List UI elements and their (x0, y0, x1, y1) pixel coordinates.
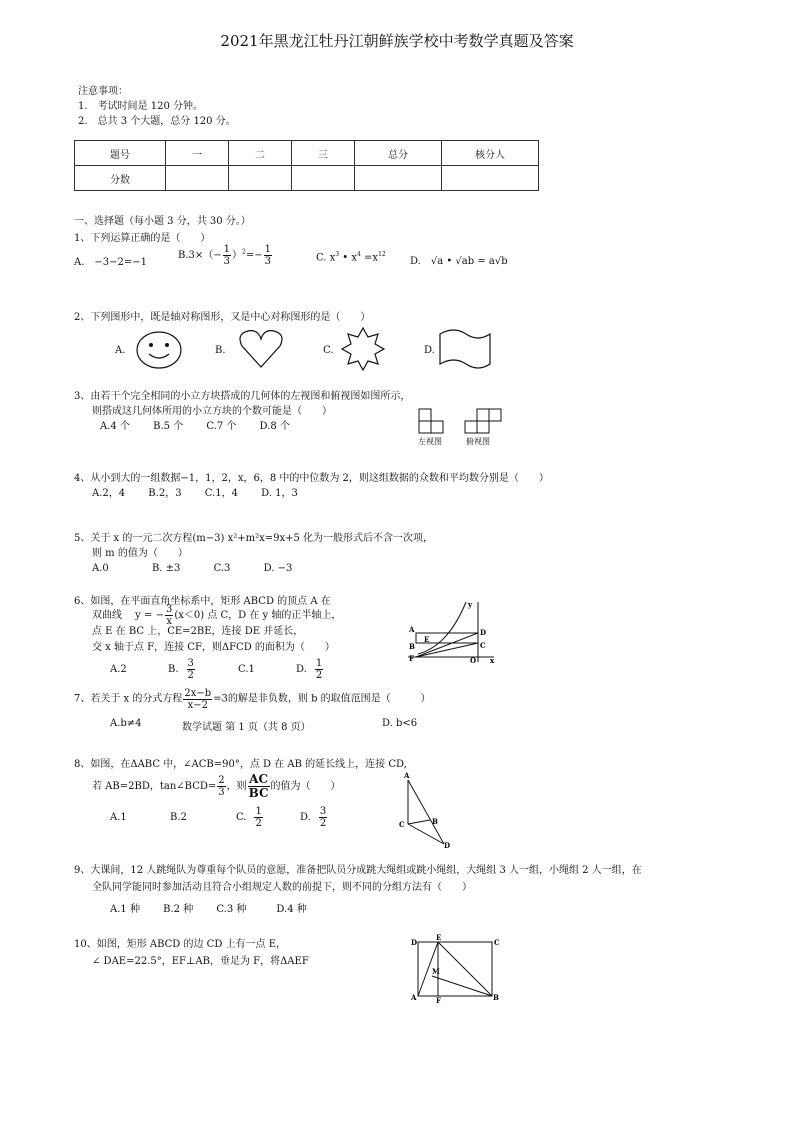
fig-label: C (399, 820, 405, 829)
score-input-cell[interactable] (229, 166, 292, 191)
fig-label: A (411, 993, 417, 1002)
score-header-cell: 题号 (75, 141, 166, 166)
score-input-cell[interactable] (292, 166, 355, 191)
question-2-stem: 2、下列图形中，既是轴对称图形，又是中心对称图形的是（ ） (74, 312, 371, 323)
question-5-stem-2: 则 m 的值为（ ） (92, 548, 188, 559)
fig-label: A (404, 771, 410, 780)
q3-options: A.4 个 B.5 个 C.7 个 D.8 个 (100, 421, 290, 432)
score-input-cell[interactable] (166, 166, 229, 191)
fig-label: C (494, 938, 500, 947)
q9-options: A.1 种 B.2 种 C.3 种 D.4 种 (110, 904, 307, 915)
q2-option-a: A. (115, 345, 126, 356)
fig-label: D (444, 841, 451, 850)
question-7-stem: 7、若关于 x 的分式方程 $\frac{2x-b}{x-2}$ =3的解是非负数，则 b 的取值范围是（ ） (74, 688, 431, 710)
fig-label: B (409, 642, 415, 651)
left-view-label: 左视图 (418, 437, 442, 446)
score-header-cell: 核分人 (442, 141, 539, 166)
score-header-cell: 总分 (355, 141, 442, 166)
page-title: 2021年黑龙江牡丹江朝鲜族学校中考数学真题及答案 (220, 32, 574, 50)
q1-option-a: A. −3−2=−1 (74, 257, 148, 268)
q1-option-c: C. $x^3$ • $x^4 =x^{12}$ (316, 251, 386, 264)
question-6-line-3: 点 E 在 BC 上，CE=2BE，连接 DE 并延长， (92, 626, 304, 637)
fig-label: y (468, 600, 473, 609)
score-input-cell[interactable] (355, 166, 442, 191)
q8-option-a: A.1 (110, 812, 127, 823)
notice-heading: 注意事项： (78, 86, 128, 97)
wavy-flag-figure (436, 330, 494, 370)
fig-label: F (409, 654, 414, 663)
score-input-cell[interactable] (442, 166, 539, 191)
q2-option-c: C. (323, 345, 334, 356)
q6-option-d: D. $\frac{1}{2}$ (296, 658, 323, 681)
smiley-face-figure (136, 330, 184, 370)
heart-figure (238, 328, 284, 370)
question-3-stem: 3、由若干个完全相同的小立方块搭成的几何体的左视图和俯视图如图所示， (74, 391, 411, 402)
question-10-line-1: 10、如图，矩形 ABCD 的边 CD 上有一点 E， (74, 939, 287, 950)
q4-options: A.2，4 B.2，3 C.1，4 D. 1，3 (92, 488, 298, 499)
score-header-cell: 一 (166, 141, 229, 166)
question-5-stem: 5、关于 x 的一元二次方程(m−3) x²+m²x=9x+5 化为一般形式后不含一次项， (74, 533, 434, 544)
question-9-line-1: 9、大课间，12 人跳绳队为尊重每个队员的意愿，准备把队员分成跳大绳组或跳小绳组，大绳组 3 人一组，小绳组 2 人一组，在 (74, 865, 642, 876)
page-footer: 数学试题 第 1 页（共 8 页） (182, 722, 311, 733)
fig-label: D (480, 628, 487, 637)
notice-item-1: 1. 考试时间是 120 分钟。 (78, 101, 203, 112)
question-8-line-1: 8、如图，在ΔABC 中，∠ACB=90°，点 D 在 AB 的延长线上，连接 CD, (74, 759, 407, 770)
question-6-line-1: 6、如图，在平面直角坐标系中，矩形 ABCD 的顶点 A 在 (74, 596, 331, 607)
score-header-cell: 三 (292, 141, 355, 166)
q7-option-d: D. b<6 (382, 718, 418, 729)
q6-hyperbola-figure (408, 598, 498, 664)
q8-option-b: B.2 (170, 812, 187, 823)
notice-item-2: 2. 总共 3 个大题，总分 120 分。 (78, 116, 236, 127)
section-heading: 一、选择题（每小题 3 分，共 30 分。） (74, 216, 251, 227)
question-1-stem: 1、下列运算正确的是（ ） (74, 233, 211, 244)
q10-rectangle-figure (408, 934, 500, 1004)
fig-label: E (424, 635, 430, 644)
q6-option-c: C.1 (238, 664, 255, 675)
fig-label: C (480, 641, 486, 650)
question-10-line-2: ∠ DAE=22.5°，EF⊥AB，垂足为 F，将ΔAEF (92, 956, 309, 967)
q2-option-b: B. (215, 345, 226, 356)
fig-label: E (436, 933, 442, 942)
q5-options: A.0 B. ±3 C.3 D. −3 (92, 563, 293, 574)
question-9-line-2: 全队同学能同时参加活动且符合小组规定人数的前提下，则不同的分组方法有（ ） (92, 882, 472, 893)
q8-option-c: C. $\frac{1}{2}$ (236, 806, 262, 829)
fig-label: D (411, 938, 418, 947)
question-8-line-2: 若 AB=2BD，tan∠BCD= $\frac{2}{3}$ ，则 $\frac{AC}{BC}$ 的值为（ ） (92, 772, 341, 800)
q6-option-b: B. $\frac{3}{2}$ (168, 658, 194, 681)
question-6-line-4: 交 x 轴于点 F，连接 CF，则ΔFCD 的面积为（ ） (92, 642, 335, 653)
fig-label: B (432, 817, 438, 826)
q1-option-b: B.3×（− $\frac{1}{3}$ ）$^2$=− $\frac{1}{3}$ (178, 244, 271, 267)
q8-option-d: D. $\frac{3}{2}$ (300, 806, 327, 829)
question-3-stem-2: 则搭成这几何体所用的小立方块的个数可能是（ ） (92, 406, 332, 417)
q1-option-d: D. √a • √ab = a√b (410, 256, 508, 267)
fig-label: O (470, 656, 477, 665)
fig-label: M (432, 967, 440, 976)
fig-label: x (490, 656, 495, 665)
question-4-stem: 4、从小到大的一组数据−1，1，2，x，6，8 中的中位数为 2，则这组数据的众数和平均数分别是（ ） (74, 473, 549, 484)
top-view-figure (464, 408, 506, 436)
score-header-cell: 二 (229, 141, 292, 166)
q8-triangle-figure (398, 770, 454, 850)
q2-option-d: D. (424, 345, 435, 356)
octagram-figure (340, 327, 386, 373)
score-row-label: 分数 (75, 166, 166, 191)
left-view-figure (418, 408, 448, 436)
fig-label: A (409, 625, 415, 634)
fig-label: F (436, 996, 441, 1005)
fig-label: B (493, 993, 499, 1002)
q6-option-a: A.2 (110, 664, 127, 675)
top-view-label: 俯视图 (466, 437, 490, 446)
q7-option-a: A.b≠4 (110, 718, 142, 729)
question-6-line-2: 双曲线 y = − $\frac{3}{x}$ (x＜0) 点 C，D 在 y 轴的正半轴上， (92, 604, 342, 627)
score-table (74, 140, 539, 191)
